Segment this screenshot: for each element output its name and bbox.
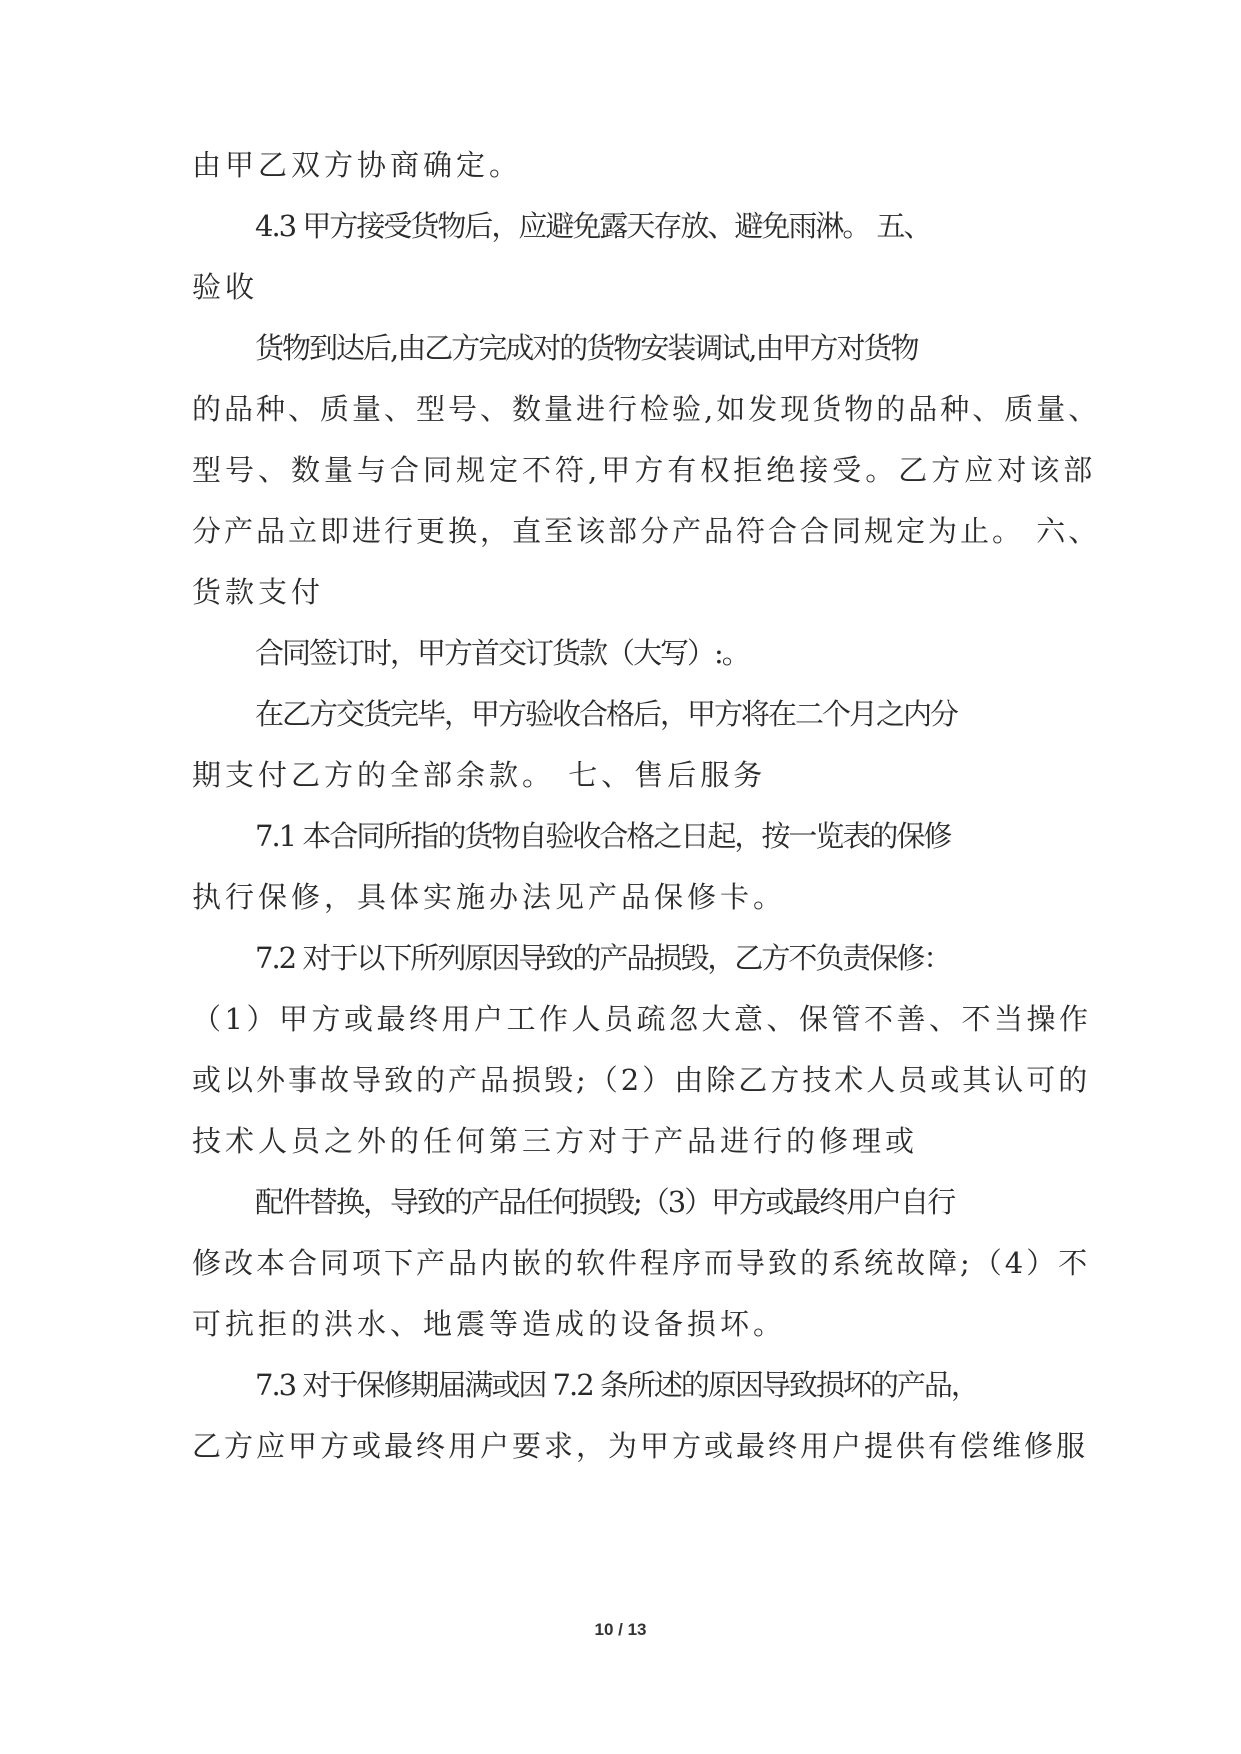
text-line: 在乙方交货完毕，甲方验收合格后，甲方将在二个月之内分 <box>255 697 958 731</box>
text-line: 配件替换，导致的产品任何损毁;（3）甲方或最终用户自行 <box>255 1185 955 1219</box>
text-line: 或以外事故导致的产品损毁;（2）由除乙方技术人员或其认可的 <box>192 1063 1091 1097</box>
text-line: （1）甲方或最终用户工作人员疏忽大意、保管不善、不当操作 <box>192 1002 1092 1036</box>
text-line: 的品种、质量、型号、数量进行检验,如发现货物的品种、质量、 <box>192 392 1101 426</box>
text-line: 4.3 甲方接受货物后，应避免露天存放、避免雨淋。 五、 <box>255 209 931 243</box>
text-line: 7.1 本合同所指的货物自验收合格之日起，按一览表的保修 <box>255 819 951 853</box>
text-line: 乙方应甲方或最终用户要求，为甲方或最终用户提供有偿维修服 <box>192 1429 1089 1463</box>
text-line: 货款支付 <box>192 575 325 609</box>
text-line: 验收 <box>192 270 259 304</box>
text-line: 分产品立即进行更换，直至该部分产品符合合同规定为止。 六、 <box>192 514 1101 548</box>
text-line: 7.2 对于以下所列原因导致的产品损毁，乙方不负责保修： <box>255 941 951 975</box>
page-number: 10 / 13 <box>594 1620 647 1639</box>
text-line: 货物到达后,由乙方完成对的货物安装调试,由甲方对货物 <box>255 331 918 365</box>
text-line: 由甲乙双方协商确定。 <box>192 148 523 182</box>
text-line: 修改本合同项下产品内嵌的软件程序而导致的系统故障;（4）不 <box>192 1246 1091 1280</box>
text-line: 执行保修，具体实施办法见产品保修卡。 <box>192 880 787 914</box>
text-line: 合同签订时，甲方首交订货款（大写）:。 <box>255 636 749 670</box>
text-line: 7.3 对于保修期届满或因 7.2 条所述的原因导致损坏的产品， <box>255 1368 978 1402</box>
text-line: 期支付乙方的全部余款。 七、售后服务 <box>192 758 767 792</box>
text-line: 可抗拒的洪水、地震等造成的设备损坏。 <box>192 1307 787 1341</box>
text-line: 型号、数量与合同规定不符,甲方有权拒绝接受。乙方应对该部 <box>192 453 1097 487</box>
text-line: 技术人员之外的任何第三方对于产品进行的修理或 <box>192 1124 919 1158</box>
